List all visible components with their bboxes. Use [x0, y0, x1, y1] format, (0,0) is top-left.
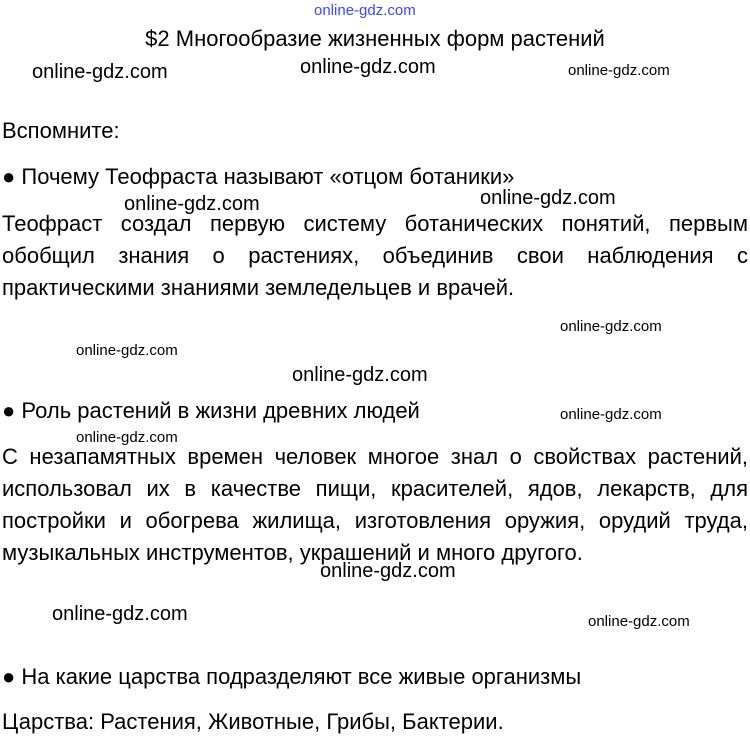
watermark: online-gdz.com [124, 193, 260, 215]
watermark: online-gdz.com [292, 364, 428, 386]
watermark: online-gdz.com [76, 342, 178, 359]
watermark: online-gdz.com [560, 406, 662, 423]
watermark: online-gdz.com [480, 187, 616, 209]
watermark: online-gdz.com [560, 318, 662, 335]
watermark: online-gdz.com [588, 613, 690, 630]
section-answer: С незапамятных времен человек многое знал о свойствах растений, использовал их в качестве пищи, красителей, ядов, лекарств, для постройки и обогрева жилища, изготовления оружия, орудий труда, музыкальных инструментов, украшений и много другого. [2, 444, 748, 565]
watermark-top: online-gdz.com [314, 2, 416, 19]
section-question: ● Почему Теофраста называют «отцом ботаники» [2, 164, 515, 189]
watermark: online-gdz.com [32, 61, 168, 83]
section-answer: Теофраст создал первую систему ботанических понятий, первым обобщил знания о растениях, объединив свои наблюдения с практическими знаниями земледельцев и врачей. [2, 211, 748, 300]
section-question: ● Роль растений в жизни древних людей [2, 398, 420, 423]
watermark: online-gdz.com [320, 560, 456, 582]
watermark: online-gdz.com [52, 603, 188, 625]
watermark: online-gdz.com [76, 429, 178, 446]
section-question: ● На какие царства подразделяют все живые организмы [2, 664, 582, 689]
section-answer: Царства: Растения, Животные, Грибы, Бактерии. [2, 709, 504, 734]
watermark: online-gdz.com [300, 56, 436, 78]
watermark: online-gdz.com [568, 62, 670, 79]
page-title: $2 Многообразие жизненных форм растений [145, 26, 605, 51]
recall-heading: Вспомните: [2, 118, 120, 143]
